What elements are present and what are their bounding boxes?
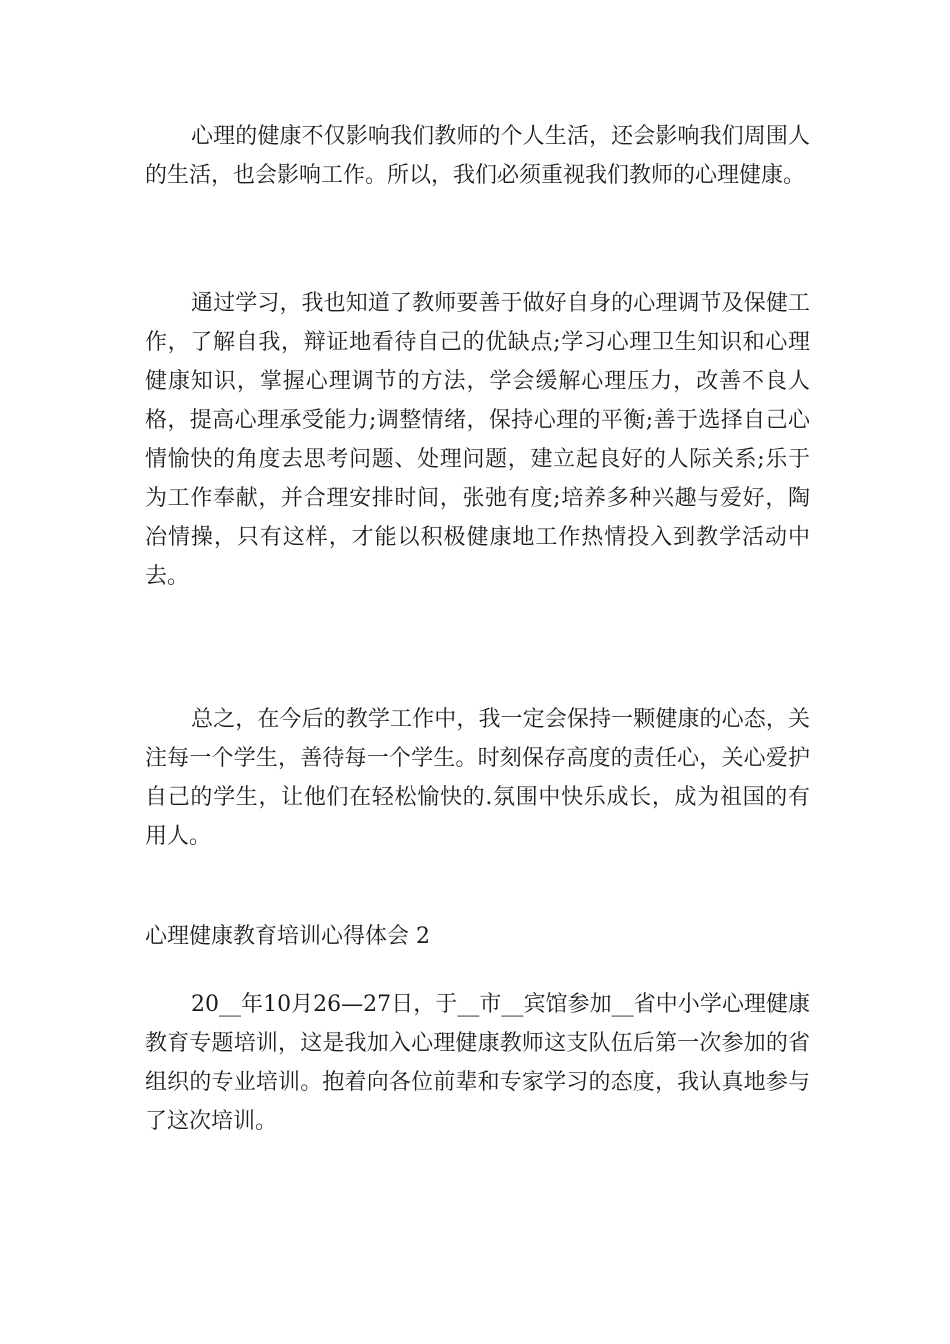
paragraph-mental-health-importance: 心理的健康不仅影响我们教师的个人生活，还会影响我们周围人的生活，也会影响工作。所以，我们必须重视我们教师的心理健康。 xyxy=(145,124,810,188)
paragraph-training-intro: 20__年10月26—27日，于__市__宾馆参加__省中小学心理健康教育专题培训，这是我加入心理健康教师这支队伍后第一次参加的省组织的专业培训。抱着向各位前辈和专家学习的态度，我认真地参与了这次培训。 xyxy=(145,992,810,1134)
paragraph-self-adjustment: 通过学习，我也知道了教师要善于做好自身的心理调节及保健工作，了解自我，辩证地看待自己的优缺点;学习心理卫生知识和心理健康知识，掌握心理调节的方法，学会缓解心理压力，改善不良人格，提高心理承受能力;调整情绪，保持心理的平衡;善于选择自己心情愉快的角度去思考问题、处理问题，建立起良好的人际关系;乐于为工作奉献，并合理安排时间，张弛有度;培养多种兴趣与爱好，陶冶情操，只有这样，才能以积极健康地工作热情投入到教学活动中去。 xyxy=(145,291,810,589)
section-heading: 心理健康教育培训心得体会 2 xyxy=(145,924,430,949)
paragraph-conclusion: 总之，在今后的教学工作中，我一定会保持一颗健康的心态，关注每一个学生，善待每一个学生。时刻保存高度的责任心，关心爱护自己的学生，让他们在轻松愉快的.氛围中快乐成长，成为祖国的有用人。 xyxy=(145,707,810,849)
